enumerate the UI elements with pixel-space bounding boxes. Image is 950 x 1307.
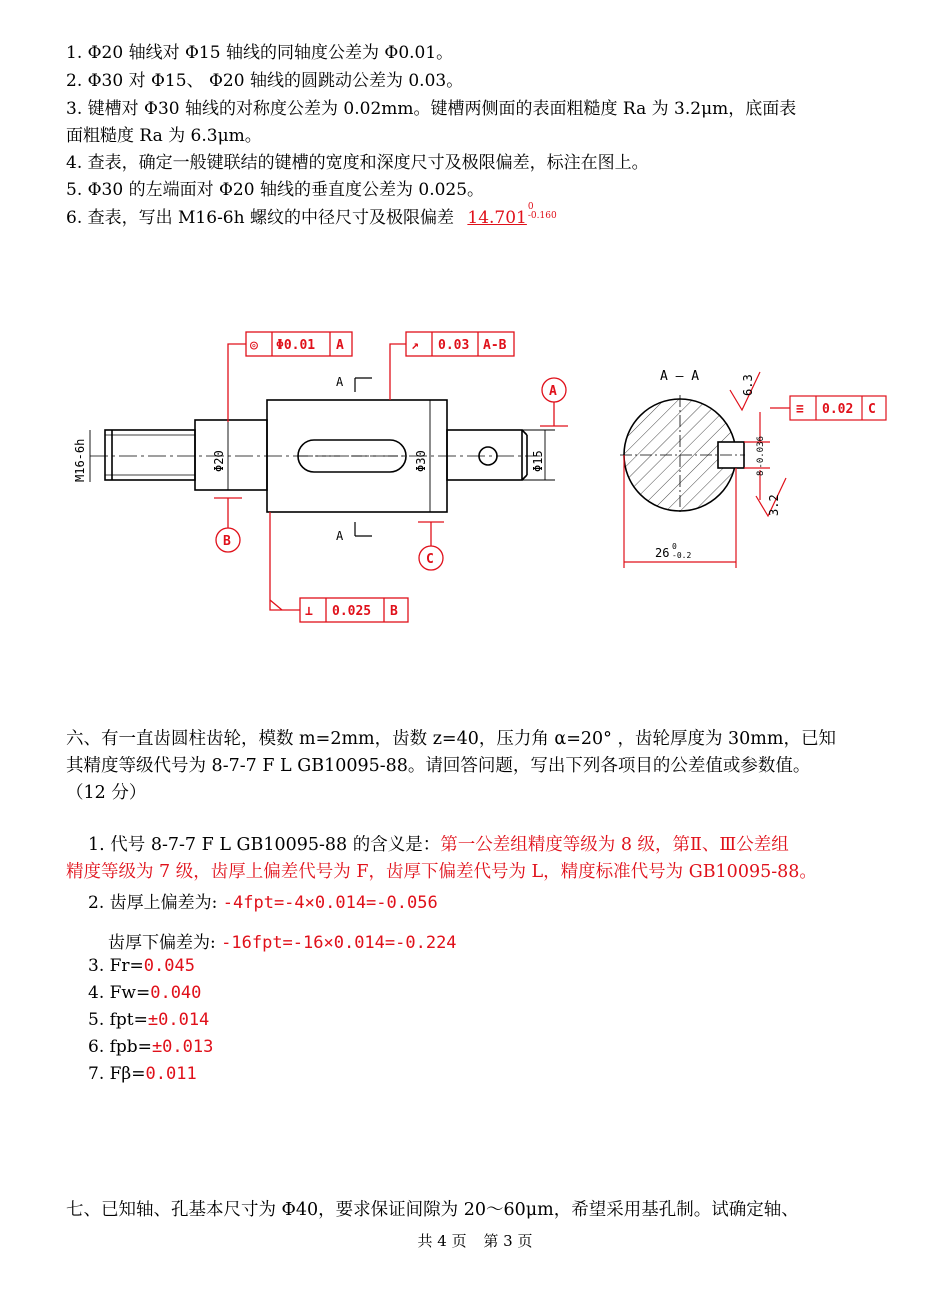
- datum-b-label: B: [223, 534, 231, 549]
- fcf-perp-sym: ⊥: [305, 604, 313, 619]
- dim-keydepth-lower: -0.2: [672, 551, 692, 560]
- dim-keywidth-tol: -0.036: [756, 436, 766, 469]
- q6-lower: -0.160: [527, 211, 557, 221]
- ra-value-1: 6.3: [741, 374, 755, 396]
- dim-keywidth: [756, 436, 766, 476]
- item-5-label: 5. fpt=: [88, 1010, 148, 1030]
- fcf-runout-val: 0.03: [438, 338, 470, 353]
- end-d15: [447, 430, 522, 480]
- datum-c-label: C: [426, 552, 434, 567]
- item-7-val: 0.011: [145, 1064, 197, 1084]
- dim-d30: Φ30: [414, 450, 428, 472]
- fcf-runout-datum: A-B: [483, 338, 507, 353]
- item-7-label: 7. Fβ=: [88, 1064, 146, 1084]
- req-3: 3. 键槽对 Φ30 轴线的对称度公差为 0.02mm。键槽两侧面的表面粗糙度 Ra 为 3.2μm，底面表: [66, 99, 797, 119]
- req-3-cont: 面粗糙度 Ra 为 6.3μm。: [66, 126, 262, 146]
- req-6: [66, 203, 557, 228]
- item-3-val: 0.045: [143, 956, 195, 976]
- sec6-answer-2: [88, 888, 438, 913]
- dim-d20: Φ20: [212, 450, 226, 472]
- footer-page: 第 3 页: [483, 1232, 533, 1250]
- a2b-label: 齿厚下偏差为:: [108, 933, 216, 953]
- section-mark-top: A: [336, 375, 344, 389]
- section-mark-bottom: A: [336, 529, 344, 543]
- req-4: 4. 查表，确定一般键联结的键槽的宽度和深度尺寸及极限偏差，标注在图上。: [66, 153, 649, 173]
- fcf-sym-val: 0.02: [822, 402, 854, 417]
- dim-keydepth-tol: 0: [672, 542, 677, 551]
- sec6-item: [88, 956, 195, 976]
- dim-m16: M16-6h: [73, 438, 87, 482]
- a1-label: 1. 代号 8-7-7 F L GB10095-88 的含义是：: [88, 835, 441, 855]
- dim-keywidth-val: 8: [756, 470, 766, 476]
- fcf-coax-sym: ◎: [250, 338, 258, 353]
- a2-ans: -4fpt=-4×0.014=-0.056: [222, 893, 438, 913]
- sec6-q-line3: （12 分）: [66, 783, 147, 803]
- a1-ans1: 第一公差组精度等级为 8 级，第Ⅱ、Ⅲ公差组: [440, 835, 789, 855]
- dim-keydepth: 26: [655, 546, 670, 560]
- sec6-question: [66, 726, 896, 807]
- a2-label: 2. 齿厚上偏差为:: [88, 893, 218, 913]
- item-5-val: ±0.014: [147, 1010, 210, 1030]
- req-1: 1. Φ20 轴线对 Φ15 轴线的同轴度公差为 Φ0.01。: [66, 43, 454, 63]
- fcf-sym-sym: ≡: [796, 402, 804, 417]
- cross-section: [620, 395, 745, 515]
- fcf-perp-val: 0.025: [332, 604, 372, 619]
- fcf-perp-datum: B: [390, 604, 398, 619]
- item-4-val: 0.040: [150, 983, 202, 1003]
- sec6-item: [88, 1037, 213, 1057]
- item-3-label: 3. Fr=: [88, 956, 144, 976]
- sec7-question: 七、已知轴、孔基本尺寸为 Φ40，要求保证间隙为 20～60μm，希望采用基孔制。试确定轴、: [66, 1200, 799, 1220]
- sec6-item: [88, 1064, 197, 1084]
- a1-ans2: 精度等级为 7 级，齿厚上偏差代号为 F，齿厚下偏差代号为 L，精度标准代号为 GB10095-88。: [66, 862, 817, 882]
- req-5: 5. Φ30 的左端面对 Φ20 轴线的垂直度公差为 0.025。: [66, 180, 485, 200]
- a2b-ans: -16fpt=-16×0.014=-0.224: [221, 933, 457, 953]
- sec6-item: [88, 983, 201, 1003]
- section-title: A — A: [660, 369, 700, 384]
- thread-section: [105, 430, 195, 480]
- fcf-runout-sym: ↗: [411, 338, 419, 353]
- datum-a-label: A: [549, 384, 557, 399]
- item-6-label: 6. fpb=: [88, 1037, 152, 1057]
- req-6-text: 6. 查表，写出 M16-6h 螺纹的中径尺寸及极限偏差: [66, 208, 454, 228]
- item-4-label: 4. Fw=: [88, 983, 151, 1003]
- fcf-coax-val: Φ0.01: [276, 338, 316, 353]
- q6-base: 14.701: [467, 208, 527, 228]
- fcf-sym-datum: C: [868, 402, 876, 417]
- fcf-coax-datum: A: [336, 338, 344, 353]
- sec6-answer-2b: [108, 928, 457, 953]
- ra-value-2: 3.2: [767, 494, 781, 516]
- dim-d15: Φ15: [531, 450, 545, 472]
- footer-total: 共 4 页: [417, 1232, 467, 1250]
- sec6-answer-1: [66, 832, 896, 886]
- sec6-q-line1: 六、有一直齿圆柱齿轮，模数 m=2mm，齿数 z=40，压力角 α=20° ，齿轮厚度为 30mm，已知: [66, 729, 836, 749]
- item-6-val: ±0.013: [151, 1037, 214, 1057]
- sec6-q-line2: 其精度等级代号为 8-7-7 F L GB10095-88。请回答问题，写出下列各项目的公差值或参数值。: [66, 756, 811, 776]
- journal-d20: [195, 420, 267, 490]
- q6-answer: [467, 202, 557, 228]
- q6-upper: 0: [527, 202, 534, 212]
- req-2: 2. Φ30 对 Φ15、 Φ20 轴线的圆跳动公差为 0.03。: [66, 71, 464, 91]
- shaft-drawing: [0, 300, 950, 640]
- sec6-item: [88, 1010, 209, 1030]
- page-footer: [0, 1230, 950, 1251]
